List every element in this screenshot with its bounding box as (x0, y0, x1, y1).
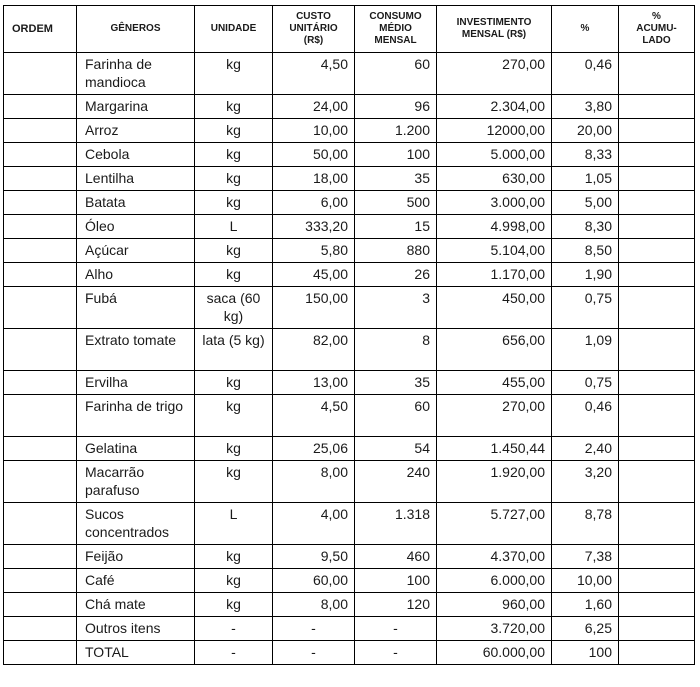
consumo-cell: 500 (355, 191, 437, 215)
pct-cell: 8,78 (552, 503, 619, 545)
investimento-cell: 5.104,00 (437, 239, 552, 263)
table-row (4, 191, 695, 215)
genero-cell: TOTAL (77, 641, 195, 665)
genero-cell: Ervilha (77, 371, 195, 395)
pct-cell: 5,00 (552, 191, 619, 215)
ordem-cell (4, 437, 77, 461)
investimento-cell: 656,00 (437, 329, 552, 371)
genero-cell: Café (77, 569, 195, 593)
custo-cell: 150,00 (273, 287, 355, 329)
consumo-cell: 26 (355, 263, 437, 287)
investimento-cell: 270,00 (437, 395, 552, 437)
pct-cell: 1,05 (552, 167, 619, 191)
unidade-cell: kg (195, 119, 273, 143)
consumo-cell: 3 (355, 287, 437, 329)
acumulado-cell (619, 503, 695, 545)
unidade-cell: - (195, 641, 273, 665)
genero-cell: Farinha de mandioca (77, 53, 195, 95)
pct-cell: 3,80 (552, 95, 619, 119)
ordem-cell (4, 395, 77, 437)
pct-cell: 3,20 (552, 461, 619, 503)
table-row (4, 371, 695, 395)
table-row (4, 239, 695, 263)
acumulado-cell (619, 641, 695, 665)
investimento-cell: 3.000,00 (437, 191, 552, 215)
investimento-cell: 630,00 (437, 167, 552, 191)
genero-cell: Lentilha (77, 167, 195, 191)
genero-cell: Açúcar (77, 239, 195, 263)
consumo-cell: 96 (355, 95, 437, 119)
custo-cell: 6,00 (273, 191, 355, 215)
consumo-cell: 35 (355, 371, 437, 395)
table-row (4, 641, 695, 665)
ordem-cell (4, 329, 77, 371)
table-row (4, 395, 695, 437)
investimento-cell: 1.450,44 (437, 437, 552, 461)
pct-cell: 1,60 (552, 593, 619, 617)
consumo-cell: - (355, 641, 437, 665)
pct-cell: 6,25 (552, 617, 619, 641)
acumulado-cell (619, 191, 695, 215)
custo-cell: 4,50 (273, 53, 355, 95)
unidade-cell: saca (60 kg) (195, 287, 273, 329)
consumo-cell: - (355, 617, 437, 641)
investment-table (3, 5, 695, 665)
genero-cell: Alho (77, 263, 195, 287)
table-row (4, 119, 695, 143)
table-row (4, 569, 695, 593)
pct-cell: 8,30 (552, 215, 619, 239)
table-row (4, 545, 695, 569)
pct-cell: 20,00 (552, 119, 619, 143)
acumulado-cell (619, 593, 695, 617)
acumulado-cell (619, 461, 695, 503)
custo-cell: 45,00 (273, 263, 355, 287)
header-investimento: INVESTIMENTO MENSAL (R$) (437, 6, 552, 53)
consumo-cell: 35 (355, 167, 437, 191)
table-row (4, 215, 695, 239)
acumulado-cell (619, 119, 695, 143)
pct-cell: 0,75 (552, 371, 619, 395)
table-row (4, 593, 695, 617)
consumo-cell: 60 (355, 395, 437, 437)
ordem-cell (4, 53, 77, 95)
consumo-cell: 1.200 (355, 119, 437, 143)
consumo-cell: 100 (355, 143, 437, 167)
table-row (4, 53, 695, 95)
investimento-cell: 5.000,00 (437, 143, 552, 167)
custo-cell: - (273, 617, 355, 641)
ordem-cell (4, 215, 77, 239)
investimento-cell: 3.720,00 (437, 617, 552, 641)
unidade-cell: kg (195, 569, 273, 593)
unidade-cell: kg (195, 371, 273, 395)
unidade-cell: kg (195, 593, 273, 617)
acumulado-cell (619, 95, 695, 119)
ordem-cell (4, 371, 77, 395)
table-row (4, 461, 695, 503)
consumo-cell: 1.318 (355, 503, 437, 545)
genero-cell: Farinha de trigo (77, 395, 195, 437)
ordem-cell (4, 503, 77, 545)
genero-cell: Macarrão parafuso (77, 461, 195, 503)
custo-cell: 13,00 (273, 371, 355, 395)
investimento-cell: 450,00 (437, 287, 552, 329)
ordem-cell (4, 167, 77, 191)
table-row (4, 503, 695, 545)
acumulado-cell (619, 263, 695, 287)
custo-cell: 4,50 (273, 395, 355, 437)
pct-cell: 0,46 (552, 395, 619, 437)
pct-cell: 8,33 (552, 143, 619, 167)
genero-cell: Fubá (77, 287, 195, 329)
pct-cell: 0,75 (552, 287, 619, 329)
header-acumulado: % ACUMU- LADO (619, 6, 695, 53)
acumulado-cell (619, 167, 695, 191)
ordem-cell (4, 641, 77, 665)
custo-cell: 18,00 (273, 167, 355, 191)
unidade-cell: kg (195, 95, 273, 119)
custo-cell: 24,00 (273, 95, 355, 119)
consumo-cell: 460 (355, 545, 437, 569)
table-row (4, 95, 695, 119)
table-row (4, 437, 695, 461)
unidade-cell: kg (195, 545, 273, 569)
unidade-cell: kg (195, 143, 273, 167)
unidade-cell: kg (195, 461, 273, 503)
acumulado-cell (619, 371, 695, 395)
genero-cell: Óleo (77, 215, 195, 239)
acumulado-cell (619, 239, 695, 263)
unidade-cell: kg (195, 395, 273, 437)
acumulado-cell (619, 395, 695, 437)
genero-cell: Batata (77, 191, 195, 215)
investimento-cell: 1.170,00 (437, 263, 552, 287)
consumo-cell: 54 (355, 437, 437, 461)
ordem-cell (4, 119, 77, 143)
header-ordem: ORDEM (4, 6, 77, 53)
investimento-cell: 5.727,00 (437, 503, 552, 545)
pct-cell: 100 (552, 641, 619, 665)
investimento-cell: 6.000,00 (437, 569, 552, 593)
pct-cell: 10,00 (552, 569, 619, 593)
unidade-cell: lata (5 kg) (195, 329, 273, 371)
investimento-cell: 270,00 (437, 53, 552, 95)
ordem-cell (4, 461, 77, 503)
consumo-cell: 8 (355, 329, 437, 371)
acumulado-cell (619, 215, 695, 239)
table-row (4, 287, 695, 329)
genero-cell: Margarina (77, 95, 195, 119)
unidade-cell: kg (195, 167, 273, 191)
custo-cell: 50,00 (273, 143, 355, 167)
custo-cell: 4,00 (273, 503, 355, 545)
ordem-cell (4, 287, 77, 329)
genero-cell: Gelatina (77, 437, 195, 461)
genero-cell: Outros itens (77, 617, 195, 641)
genero-cell: Extrato tomate (77, 329, 195, 371)
unidade-cell: kg (195, 53, 273, 95)
ordem-cell (4, 191, 77, 215)
genero-cell: Arroz (77, 119, 195, 143)
investimento-cell: 2.304,00 (437, 95, 552, 119)
acumulado-cell (619, 143, 695, 167)
header-generos: GÊNEROS (77, 6, 195, 53)
pct-cell: 8,50 (552, 239, 619, 263)
investimento-cell: 4.370,00 (437, 545, 552, 569)
custo-cell: 25,06 (273, 437, 355, 461)
custo-cell: 10,00 (273, 119, 355, 143)
genero-cell: Sucos concentrados (77, 503, 195, 545)
pct-cell: 2,40 (552, 437, 619, 461)
unidade-cell: kg (195, 263, 273, 287)
table-row (4, 143, 695, 167)
consumo-cell: 15 (355, 215, 437, 239)
unidade-cell: L (195, 215, 273, 239)
acumulado-cell (619, 53, 695, 95)
ordem-cell (4, 545, 77, 569)
pct-cell: 1,09 (552, 329, 619, 371)
custo-cell: 333,20 (273, 215, 355, 239)
consumo-cell: 240 (355, 461, 437, 503)
header-consumo: CONSUMO MÉDIO MENSAL (355, 6, 437, 53)
header-row (4, 6, 695, 53)
acumulado-cell (619, 287, 695, 329)
pct-cell: 1,90 (552, 263, 619, 287)
consumo-cell: 100 (355, 569, 437, 593)
table-row (4, 263, 695, 287)
unidade-cell: kg (195, 239, 273, 263)
acumulado-cell (619, 569, 695, 593)
unidade-cell: kg (195, 437, 273, 461)
genero-cell: Cebola (77, 143, 195, 167)
acumulado-cell (619, 437, 695, 461)
acumulado-cell (619, 329, 695, 371)
table-body (4, 53, 695, 665)
ordem-cell (4, 143, 77, 167)
acumulado-cell (619, 617, 695, 641)
table-row (4, 617, 695, 641)
custo-cell: 60,00 (273, 569, 355, 593)
pct-cell: 7,38 (552, 545, 619, 569)
custo-cell: 8,00 (273, 593, 355, 617)
ordem-cell (4, 569, 77, 593)
investimento-cell: 12000,00 (437, 119, 552, 143)
custo-cell: 82,00 (273, 329, 355, 371)
table-row (4, 329, 695, 371)
unidade-cell: kg (195, 191, 273, 215)
investimento-cell: 4.998,00 (437, 215, 552, 239)
ordem-cell (4, 263, 77, 287)
ordem-cell (4, 239, 77, 263)
header-custo: CUSTO UNITÁRIO (R$) (273, 6, 355, 53)
custo-cell: 8,00 (273, 461, 355, 503)
investimento-cell: 960,00 (437, 593, 552, 617)
investimento-cell: 455,00 (437, 371, 552, 395)
pct-cell: 0,46 (552, 53, 619, 95)
custo-cell: 9,50 (273, 545, 355, 569)
ordem-cell (4, 593, 77, 617)
custo-cell: - (273, 641, 355, 665)
unidade-cell: - (195, 617, 273, 641)
acumulado-cell (619, 545, 695, 569)
genero-cell: Feijão (77, 545, 195, 569)
investimento-cell: 60.000,00 (437, 641, 552, 665)
custo-cell: 5,80 (273, 239, 355, 263)
ordem-cell (4, 95, 77, 119)
header-pct: % (552, 6, 619, 53)
investimento-cell: 1.920,00 (437, 461, 552, 503)
genero-cell: Chá mate (77, 593, 195, 617)
consumo-cell: 120 (355, 593, 437, 617)
table-row (4, 167, 695, 191)
unidade-cell: L (195, 503, 273, 545)
consumo-cell: 60 (355, 53, 437, 95)
consumo-cell: 880 (355, 239, 437, 263)
ordem-cell (4, 617, 77, 641)
header-unidade: UNIDADE (195, 6, 273, 53)
